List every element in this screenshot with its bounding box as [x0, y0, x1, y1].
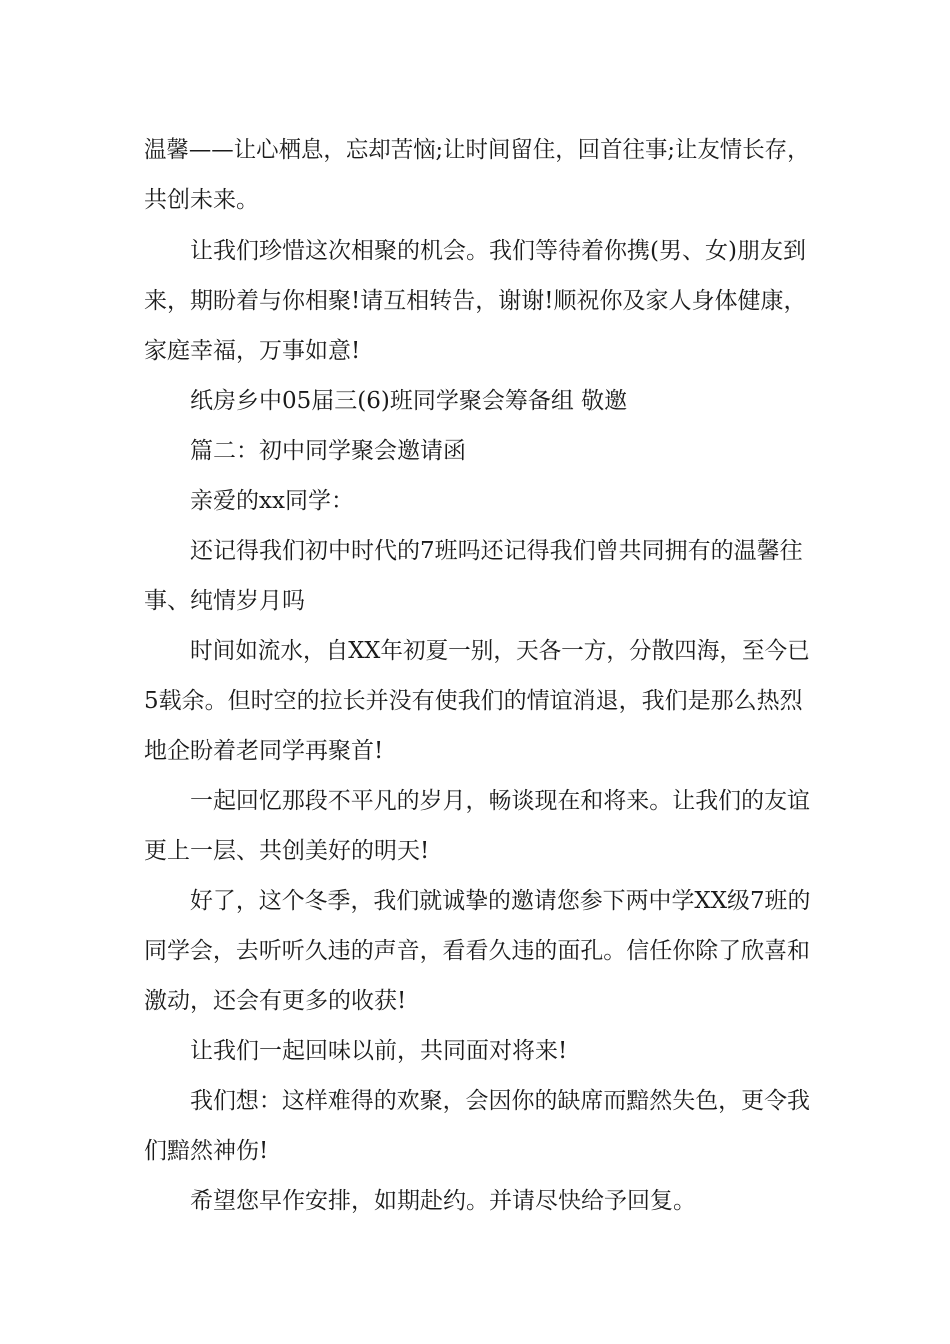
signature-line: 纸房乡中05届三(6)班同学聚会筹备组 敬邀 [190, 388, 628, 414]
salutation: 亲爱的xx同学： [190, 488, 354, 514]
text-line: 让我们珍惜这次相聚的机会。我们等待着你携(男、女)朋友到 [190, 238, 806, 264]
text-line: 我们想：这样难得的欢聚，会因你的缺席而黯然失色，更令我 [190, 1088, 811, 1114]
text-line: 温馨——让心栖息，忘却苦恼;让时间留住，回首往事;让友情长存， [144, 137, 810, 163]
text-line: 地企盼着老同学再聚首! [144, 738, 384, 764]
text-line: 时间如流水，自XX年初夏一别，天各一方，分散四海，至今已 [190, 638, 810, 664]
text-line: 同学会，去听听久违的声音，看看久违的面孔。信任你除了欣喜和 [144, 938, 810, 964]
section-heading: 篇二：初中同学聚会邀请函 [190, 438, 466, 464]
text-line: 希望您早作安排，如期赴约。并请尽快给予回复。 [190, 1188, 696, 1214]
text-line: 让我们一起回味以前，共同面对将来! [190, 1038, 568, 1064]
text-line: 还记得我们初中时代的7班吗还记得我们曾共同拥有的温馨往 [190, 538, 803, 564]
text-line: 一起回忆那段不平凡的岁月，畅谈现在和将来。让我们的友谊 [190, 788, 811, 814]
text-line: 事、纯情岁月吗 [144, 588, 305, 614]
text-line: 家庭幸福，万事如意! [144, 338, 361, 364]
text-line: 来，期盼着与你相聚!请互相转告，谢谢!顺祝你及家人身体健康， [144, 288, 807, 314]
text-line: 共创未来。 [144, 187, 259, 213]
text-line: 更上一层、共创美好的明天! [144, 838, 430, 864]
text-line: 们黯然神伤! [144, 1138, 269, 1164]
text-line: 5载余。但时空的拉长并没有使我们的情谊消退，我们是那么热烈 [144, 688, 803, 714]
text-line: 激动，还会有更多的收获! [144, 988, 407, 1014]
text-line: 好了，这个冬季，我们就诚挚的邀请您参下两中学XX级7班的 [190, 888, 811, 914]
